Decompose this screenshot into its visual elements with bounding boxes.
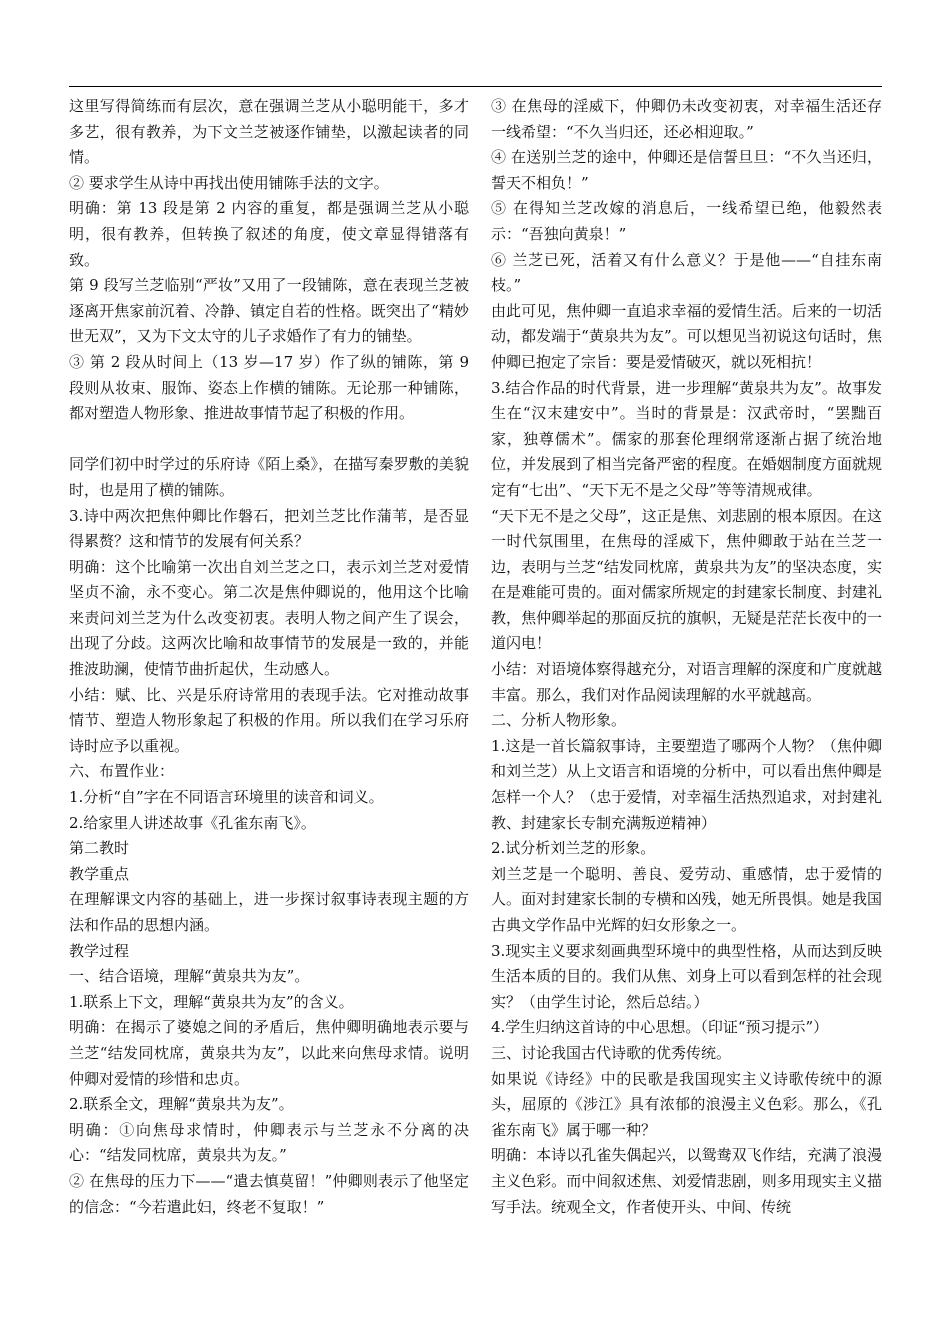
section-heading: 教学重点 <box>69 864 130 883</box>
section-heading: 六、布置作业： <box>69 762 175 781</box>
paragraph: 3.结合作品的时代背景，进一步理解“黄泉共为友”。故事发生在“汉末建安中”。当时的背景是：汉武帝时，“罢黜百家，独尊儒术”。儒家的那套伦理纲常逐渐占据了统治地位，并发展到了相当完备严密的程度。在婚姻制度方面就规定有“七出”、“天下无不是之父母”等等清规戒律。 <box>491 378 882 499</box>
section-heading: 二、分析人物形象。 <box>491 711 627 730</box>
paragraph: “天下无不是之父母”，这正是焦、刘悲剧的根本原因。在这一时代氛围里，在焦母的淫威下，焦仲卿敢于站在兰芝一边，表明与兰芝“结发同枕席，黄泉共为友”的坚决态度，实在是难能可贵的。面对儒家所规定的封建家长制度、封建礼教，焦仲卿举起的那面反抗的旗帜，无疑是茫茫长夜中的一道闪电！ <box>491 506 882 653</box>
paragraph: 明确：第 13 段是第 2 内容的重复，都是强调兰芝从小聪明，很有教养，但转换了叙述的角度，使文章显得错落有致。 <box>69 199 469 269</box>
section-heading: 三、讨论我国古代诗歌的优秀传统。 <box>491 1043 732 1062</box>
paragraph: 刘兰芝是一个聪明、善良、爱劳动、重感情，忠于爱情的人。面对封建家长制的专横和凶残，她无所畏惧。她是我国古典文学作品中光辉的妇女形象之一。 <box>491 864 882 934</box>
left-column <box>69 94 469 1220</box>
paragraph: 这里写得简练而有层次，意在强调兰芝从小聪明能干，多才多艺，很有教养，为下文兰芝被逐作铺垫，以激起读者的同情。 <box>69 97 469 167</box>
paragraph: 小结：赋、比、兴是乐府诗常用的表现手法。它对推动故事情节、塑造人物形象起了积极的作用。所以我们在学习乐府诗时应予以重视。 <box>69 685 469 755</box>
section-heading: 一、结合语境，理解“黄泉共为友”。 <box>69 967 310 986</box>
paragraph: 明确：①向焦母求情时，仲卿表示与兰芝永不分离的决心：“结发同枕席，黄泉共为友。” <box>69 1120 469 1165</box>
section-heading: 教学过程 <box>69 941 130 960</box>
paragraph: ③ 第 2 段从时间上（13 岁—17 岁）作了纵的铺陈，第 9 段则从妆束、服饰、姿态上作横的铺陈。无论那一种铺陈，都对塑造人物形象、推进故事情节起了积极的作用。 <box>69 352 469 423</box>
paragraph: 3.现实主义要求刻画典型环境中的典型性格，从而达到反映生活本质的目的。我们从焦、刘身上可以看到怎样的社会现实？（由学生讨论，然后总结。） <box>491 941 882 1011</box>
paragraph: 2.联系全文，理解“黄泉共为友”。 <box>69 1095 294 1114</box>
paragraph: 2.试分析刘兰芝的形象。 <box>491 839 656 858</box>
paragraph: 由此可见，焦仲卿一直追求幸福的爱情生活。后来的一切活动，都发端于“黄泉共为友”。可以想见当初说这句话时，焦仲卿已抱定了宗旨：要是爱情破灭，就以死相抗！ <box>491 301 882 371</box>
paragraph: 在理解课文内容的基础上，进一步探讨叙事诗表现主题的方法和作品的思想内涵。 <box>69 890 469 934</box>
paragraph: ③ 在焦母的淫威下，仲卿仍未改变初衷，对幸福生活还存一线希望：“不久当归还，还必相迎取。” <box>491 97 882 141</box>
paragraph: 4.学生归纳这首诗的中心思想。（印证“预习提示”） <box>491 1018 829 1037</box>
paragraph: ⑥ 兰芝已死，活着又有什么意义？于是他——“自挂东南枝。” <box>491 250 882 295</box>
paragraph: ⑤ 在得知兰芝改嫁的消息后，一线希望已绝，他毅然表示：“吾独向黄泉！” <box>491 199 882 243</box>
paragraph: 3.诗中两次把焦仲卿比作磐石，把刘兰芝比作蒲苇，是否显得累赘？这和情节的发展有何关系？ <box>69 506 469 551</box>
paragraph: 第 9 段写兰芝临别“严妆”又用了一段铺陈，意在表现兰芝被逐离开焦家前沉着、冷静、镇定自若的性格。既突出了“精妙世无双”，又为下文太守的儿子求婚作了有力的铺垫。 <box>69 276 469 346</box>
paragraph: 1.联系上下文，理解“黄泉共为友”的含义。 <box>69 992 354 1011</box>
paragraph: 1.分析“自”字在不同语言环境里的读音和词义。 <box>69 788 384 807</box>
paragraph: 如果说《诗经》中的民歌是我国现实主义诗歌传统中的源头，屈原的《涉江》具有浓郁的浪漫主义色彩。那么，《孔雀东南飞》属于哪一种？ <box>491 1069 882 1139</box>
paragraph: 明确：这个比喻第一次出自刘兰芝之口，表示刘兰芝对爱情坚贞不渝，永不变心。第二次是焦仲卿说的，他用这个比喻来责问刘兰芝为什么改变初衷。表明人物之间产生了误会，出现了分歧。这两次比喻和故事情节的发展是一致的，并能推波助澜，使情节曲折起伏，生动感人。 <box>69 557 469 679</box>
paragraph: 同学们初中时学过的乐府诗《陌上桑》，在描写秦罗敷的美貌时，也是用了横的铺陈。 <box>69 455 469 499</box>
header-rule <box>69 86 882 87</box>
right-column <box>491 94 882 1220</box>
paragraph: 2.给家里人讲述故事《孔雀东南飞》。 <box>69 813 316 832</box>
paragraph: 1.这是一首长篇叙事诗，主要塑造了哪两个人物？（焦仲卿和刘兰芝）从上文语言和语境的分析中，可以看出焦仲卿是怎样一个人？（忠于爱情，对幸福生活热烈追求，对封建礼教、封建家长专制充满叛逆精神） <box>491 736 882 832</box>
section-heading: 第二教时 <box>69 839 130 858</box>
paragraph: 明确：本诗以孔雀失偶起兴，以鸳鸯双飞作结，充满了浪漫主义色彩。而中间叙述焦、刘爱情悲剧，则多用现实主义描写手法。统观全文，作者使开头、中间、传统 <box>491 1146 882 1216</box>
paragraph: 小结：对语境体察得越充分，对语言理解的深度和广度就越丰富。那么，我们对作品阅读理解的水平就越高。 <box>491 660 882 704</box>
paragraph: ② 在焦母的压力下——“遣去慎莫留！”仲卿则表示了他坚定的信念：“今若遣此妇，终老不复取！” <box>69 1171 469 1216</box>
paragraph: 明确：在揭示了婆媳之间的矛盾后，焦仲卿明确地表示要与兰芝“结发同枕席，黄泉共为友”，以此来向焦母求情。说明仲卿对爱情的珍惜和忠贞。 <box>69 1018 469 1088</box>
paragraph: ④ 在送别兰芝的途中，仲卿还是信誓旦旦：“不久当还归，誓天不相负！” <box>491 148 882 192</box>
paragraph: ② 要求学生从诗中再找出使用铺陈手法的文字。 <box>69 173 389 192</box>
